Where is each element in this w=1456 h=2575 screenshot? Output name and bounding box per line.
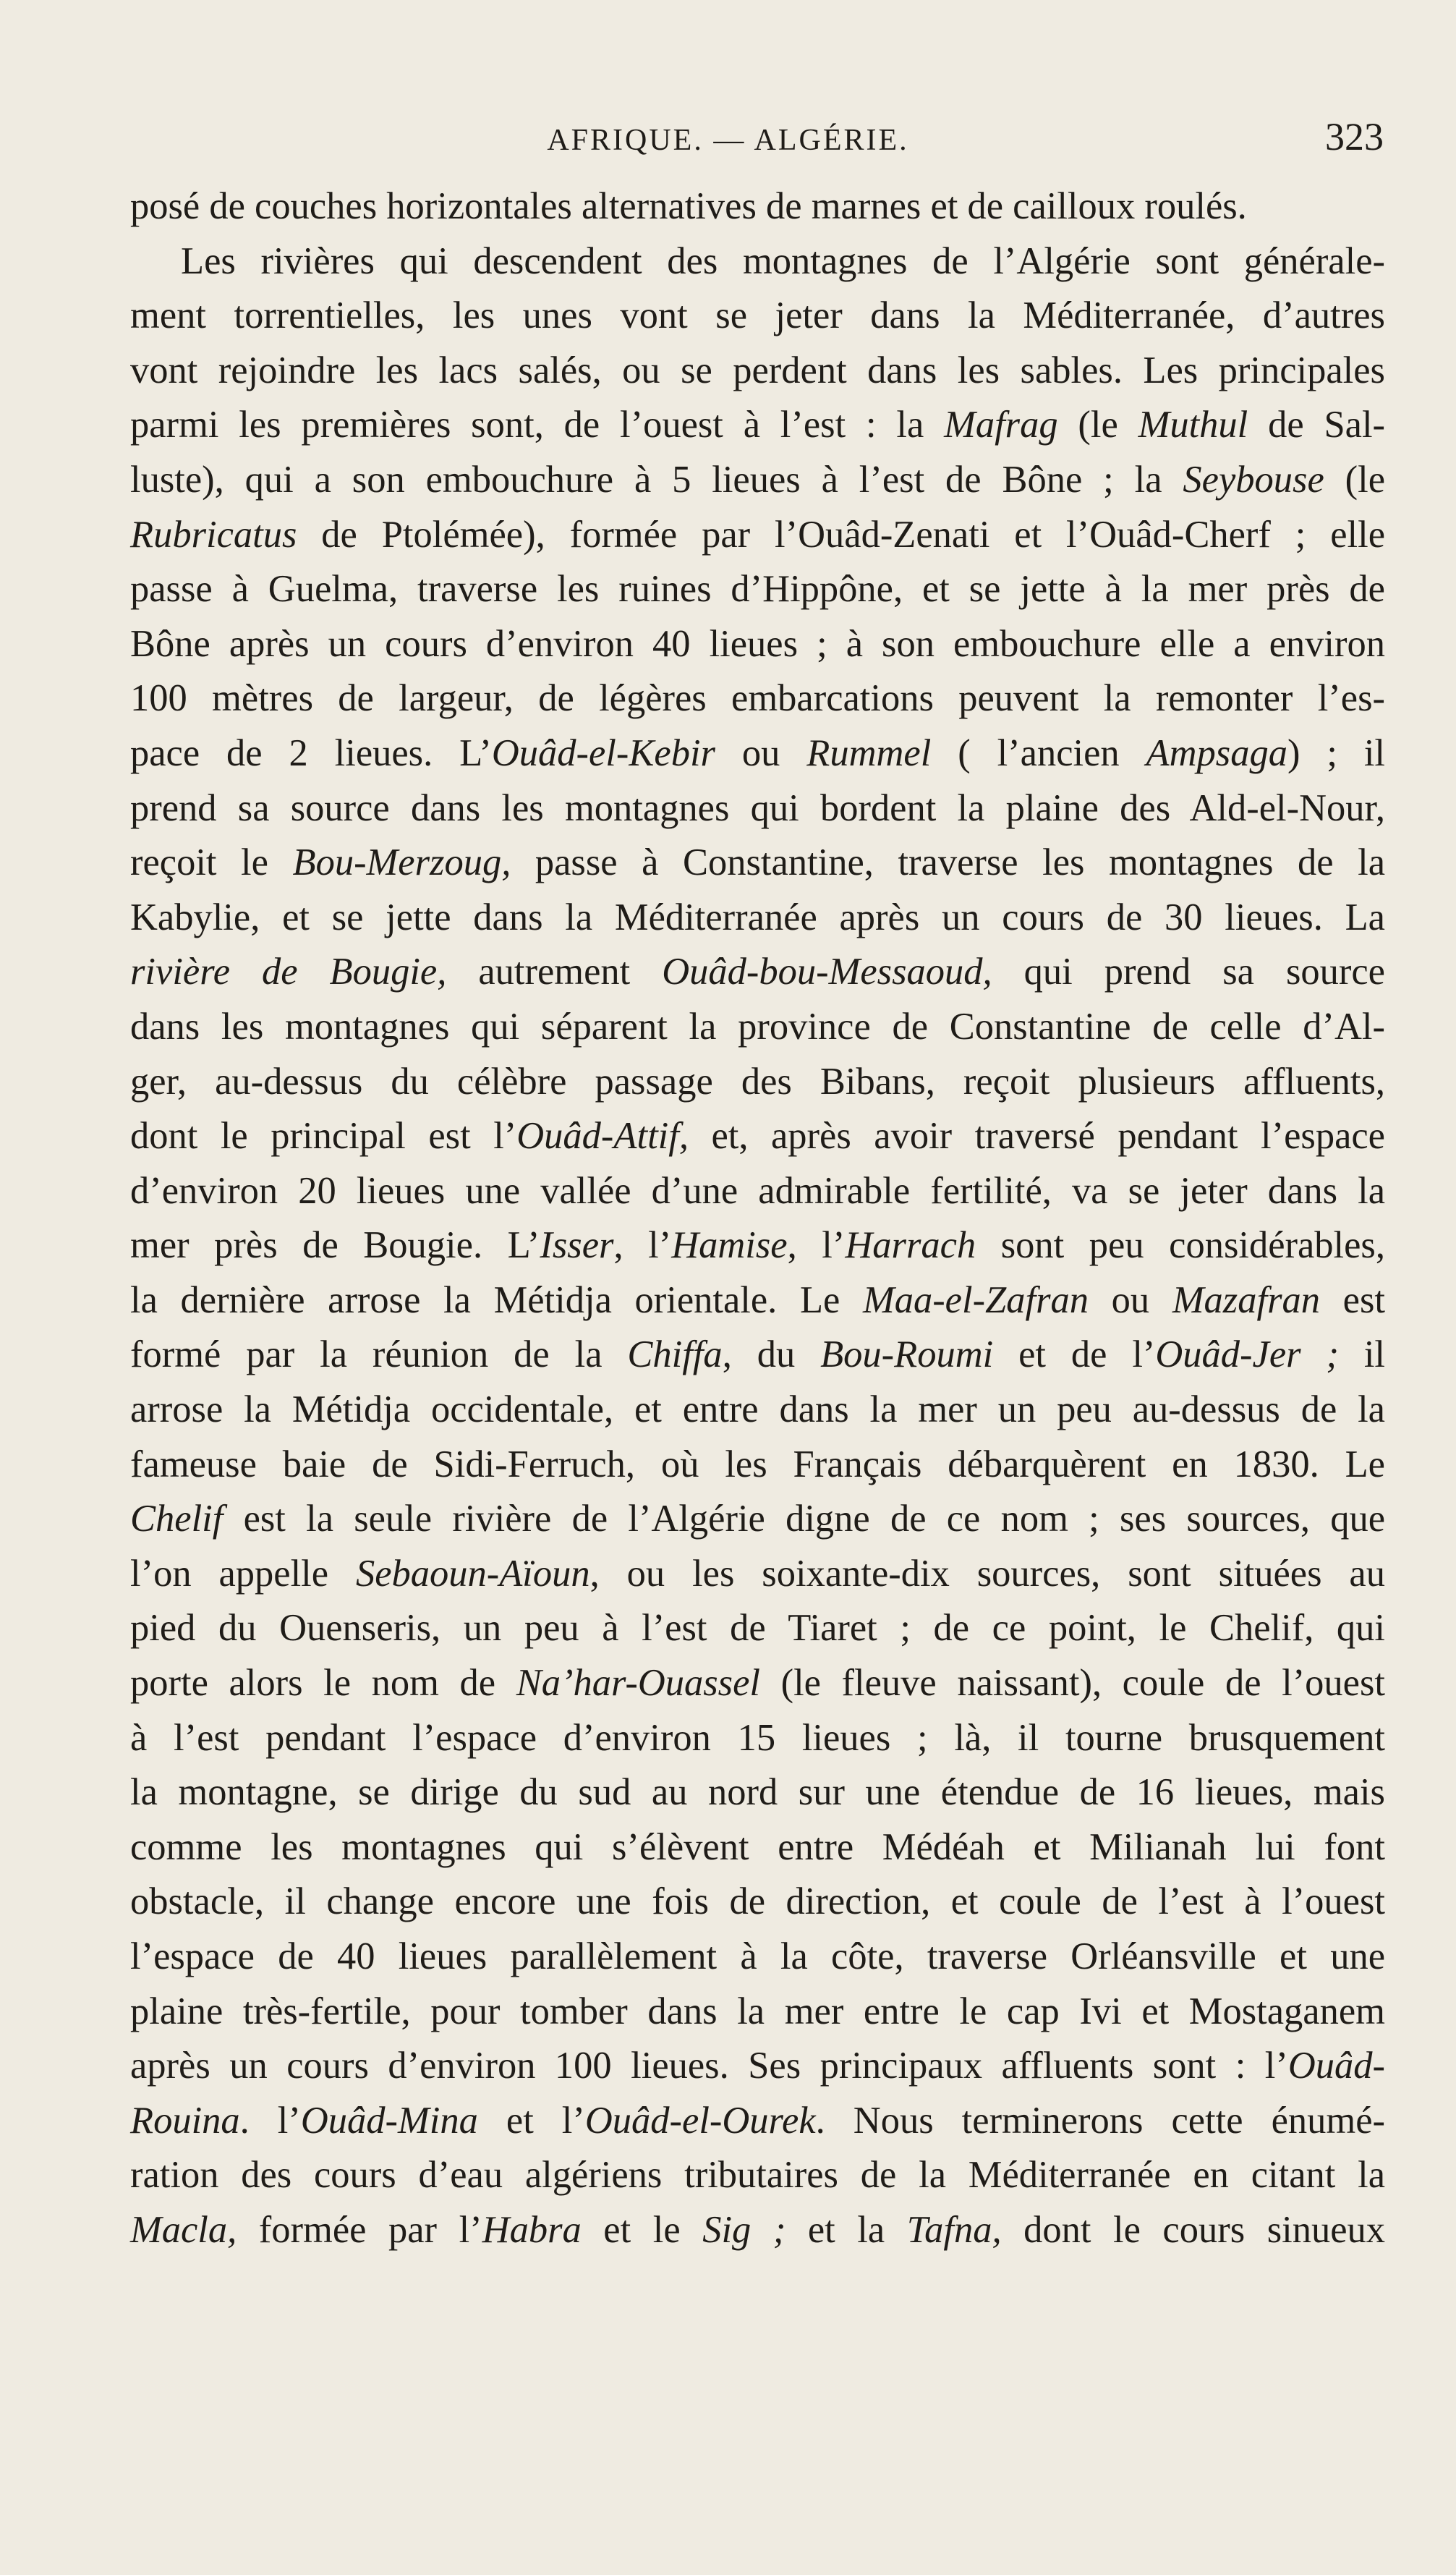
text-line: [130, 398, 1385, 453]
text-segment: et de l’: [993, 1333, 1156, 1376]
text-segment: à l’est pendant l’espace d’environ 15 lieues ; là, il tourne brusquement: [130, 1716, 1385, 1759]
text-segment: pace de 2 lieues. L’: [130, 731, 492, 774]
text-segment: la dernière arrose la Métidja orientale. Le: [130, 1278, 863, 1321]
text-line: [130, 891, 1385, 946]
text-segment: Les rivières qui descendent des montagnes de l’Algérie sont générale-: [181, 239, 1385, 282]
text-segment: dont le principal est l’: [130, 1115, 517, 1158]
italic-term: Bou-Merzoug,: [292, 841, 511, 884]
text-segment: ration des cours d’eau algériens tributaires de la Méditerranée en citant la: [130, 2154, 1385, 2197]
page-number: 323: [1325, 115, 1384, 158]
text-segment: la montagne, se dirige du sud au nord sur une étendue de 16 lieues, mais: [130, 1771, 1385, 1814]
italic-term: Sig ;: [702, 2208, 786, 2251]
text-line: [130, 1328, 1385, 1383]
text-line: [130, 726, 1385, 781]
text-segment: ou: [1089, 1278, 1172, 1321]
italic-term: Chelif: [130, 1498, 223, 1540]
text-segment: , l’: [613, 1224, 672, 1267]
text-line: [130, 1109, 1385, 1164]
text-segment: et la: [786, 2208, 907, 2251]
page-header: [0, 109, 1456, 166]
text-segment: prend sa source dans les montagnes qui bordent la plaine des Ald-el-Nour,: [130, 786, 1385, 829]
text-line: [130, 617, 1385, 672]
text-line: [130, 2203, 1385, 2258]
text-segment: et, après avoir traversé pendant l’espace: [688, 1115, 1385, 1158]
text-segment: après un cours d’environ 100 lieues. Ses principaux affluents sont : l’: [130, 2045, 1288, 2087]
text-line: [130, 2094, 1385, 2149]
text-segment: l’espace de 40 lieues parallèlement à la côte, traverse Orléansville et une: [130, 1935, 1385, 1977]
text-segment: ou: [715, 731, 807, 774]
text-segment: (le fleuve naissant), coule de l’ouest: [759, 1662, 1386, 1705]
italic-term: Macla,: [130, 2208, 237, 2251]
text-segment: parmi les premières sont, de l’ouest à l’est : la: [130, 404, 945, 446]
text-segment: 100 mètres de largeur, de légères embarcations peuvent la remonter l’es-: [130, 677, 1385, 720]
text-line: [130, 836, 1385, 891]
text-segment: pied du Ouenseris, un peu à l’est de Tiaret ; de ce point, le Chelif, qui: [130, 1607, 1385, 1650]
text-line: [130, 1218, 1385, 1273]
text-segment: Kabylie, et se jette dans la Méditerranée après un cours de 30 lieues. La: [130, 896, 1385, 938]
text-line: [130, 1000, 1385, 1055]
italic-term: Ouâd-Attif,: [516, 1115, 689, 1158]
text-line: [130, 234, 1385, 289]
text-line: [130, 1930, 1385, 1985]
text-segment: comme les montagnes qui s’élèvent entre Médéah et Milianah lui font: [130, 1825, 1385, 1868]
text-line: [130, 945, 1385, 1000]
body-text: [130, 179, 1385, 2258]
text-line: [130, 1438, 1385, 1493]
italic-term: Isser: [540, 1224, 614, 1267]
text-segment: autrement: [446, 951, 663, 993]
italic-term: Mafrag: [944, 404, 1058, 446]
text-segment: mer près de Bougie. L’: [130, 1224, 540, 1267]
text-segment: luste), qui a son embouchure à 5 lieues à l’est de Bône ; la: [130, 458, 1183, 501]
italic-term: Rouina: [130, 2099, 240, 2142]
italic-term: Ouâd-el-Kebir: [491, 731, 715, 774]
italic-term: Rummel: [806, 731, 932, 774]
text-line: [130, 1383, 1385, 1438]
italic-term: Habra: [482, 2208, 582, 2251]
text-segment: et l’: [477, 2099, 585, 2142]
text-segment: obstacle, il change encore une fois de direction, et coule de l’est à l’ouest: [130, 1880, 1385, 1923]
text-line: [130, 1164, 1385, 1219]
text-segment: l’on appelle: [130, 1552, 356, 1595]
text-line: [130, 289, 1385, 344]
text-segment: ) ; il: [1287, 731, 1386, 774]
text-line: [130, 2039, 1385, 2094]
text-segment: (le: [1057, 404, 1138, 446]
text-segment: formée par l’: [237, 2208, 482, 2251]
italic-term: Bou-Roumi: [820, 1333, 994, 1376]
text-segment: ger, au-dessus du célèbre passage des Bibans, reçoit plusieurs affluents,: [130, 1060, 1385, 1103]
text-segment: formé par la réunion de la: [130, 1333, 628, 1376]
text-line: [130, 1492, 1385, 1547]
text-segment: , l’: [787, 1224, 846, 1267]
italic-term: Na’har-Ouassel: [516, 1662, 760, 1705]
text-line: [130, 1875, 1385, 1930]
italic-term: Seybouse: [1183, 458, 1324, 501]
text-segment: d’environ 20 lieues une vallée d’une admirable fertilité, va se jeter dans la: [130, 1169, 1385, 1212]
text-line: [130, 1601, 1385, 1656]
text-segment: . Nous terminerons cette énumé-: [815, 2099, 1385, 2142]
text-segment: ( l’ancien: [931, 731, 1146, 774]
text-segment: qui prend sa source: [992, 951, 1385, 993]
text-line: [130, 453, 1385, 508]
text-line: [130, 1820, 1385, 1875]
text-segment: de Sal-: [1248, 404, 1386, 446]
text-segment: fameuse baie de Sidi-Ferruch, où les Français débarquèrent en 1830. Le: [130, 1443, 1385, 1485]
text-segment: arrose la Métidja occidentale, et entre dans la mer un peu au-dessus de la: [130, 1388, 1385, 1431]
text-line: [130, 508, 1385, 563]
text-line: [130, 344, 1385, 399]
italic-term: Tafna,: [906, 2208, 1002, 2251]
text-segment: dont le cours sinueux: [1001, 2208, 1386, 2251]
italic-term: Chiffa: [627, 1333, 723, 1376]
text-segment: . l’: [239, 2099, 301, 2142]
text-line: [130, 781, 1385, 836]
italic-term: Sebaoun-Aïoun: [355, 1552, 590, 1595]
text-line: [130, 1985, 1385, 2040]
italic-term: Ouâd-Mina: [300, 2099, 478, 2142]
text-segment: est la seule rivière de l’Algérie digne de ce nom ; ses sources, que: [223, 1498, 1385, 1540]
italic-term: Ouâd-: [1287, 2045, 1385, 2087]
text-line: [130, 1547, 1385, 1602]
text-segment: plaine très-fertile, pour tomber dans la mer entre le cap Ivi et Mostaganem: [130, 1990, 1385, 2032]
italic-term: Ouâd-el-Ourek: [584, 2099, 816, 2142]
text-line: [130, 1273, 1385, 1328]
text-segment: dans les montagnes qui séparent la province de Constantine de celle d’Al-: [130, 1005, 1385, 1048]
text-line: [130, 671, 1385, 726]
text-segment: (le: [1324, 458, 1385, 501]
italic-term: rivière de Bougie,: [130, 951, 447, 993]
text-line: [130, 179, 1385, 234]
italic-term: Ouâd-bou-Messaoud,: [662, 951, 992, 993]
text-segment: il: [1338, 1333, 1386, 1376]
text-segment: de Ptolémée), formée par l’Ouâd-Zenati et l’Ouâd-Cherf ; elle: [297, 513, 1385, 556]
text-segment: vont rejoindre les lacs salés, ou se perdent dans les sables. Les principales: [130, 349, 1385, 391]
italic-term: Mazafran: [1172, 1278, 1321, 1321]
text-line: [130, 1656, 1385, 1711]
text-segment: passe à Guelma, traverse les ruines d’Hippône, et se jette à la mer près de: [130, 568, 1385, 611]
italic-term: Muthul: [1138, 404, 1248, 446]
italic-term: Hamise: [671, 1224, 788, 1267]
text-segment: , du: [722, 1333, 821, 1376]
text-line: [130, 562, 1385, 617]
text-line: [130, 1055, 1385, 1110]
italic-term: Ampsaga: [1146, 731, 1287, 774]
text-segment: posé de couches horizontales alternatives de marnes et de cailloux roulés.: [130, 185, 1247, 227]
italic-term: Harrach: [845, 1224, 976, 1267]
text-segment: passe à Constantine, traverse les montagnes de la: [511, 841, 1385, 884]
text-segment: ment torrentielles, les unes vont se jeter dans la Méditerranée, d’autres: [130, 294, 1385, 337]
text-line: [130, 1711, 1385, 1766]
text-segment: est: [1320, 1278, 1385, 1321]
text-line: [130, 1765, 1385, 1820]
text-segment: porte alors le nom de: [130, 1662, 516, 1705]
italic-term: Maa-el-Zafran: [862, 1278, 1089, 1321]
text-segment: et le: [581, 2208, 703, 2251]
text-segment: Bône après un cours d’environ 40 lieues ; à son embouchure elle a environ: [130, 622, 1385, 665]
italic-term: Rubricatus: [130, 513, 297, 556]
text-segment: sont peu considérables,: [976, 1224, 1385, 1267]
running-head: AFRIQUE. — ALGÉRIE.: [547, 124, 909, 157]
text-segment: , ou les soixante-dix sources, sont situées au: [589, 1552, 1385, 1595]
text-segment: reçoit le: [130, 841, 293, 884]
text-line: [130, 2148, 1385, 2203]
italic-term: Ouâd-Jer ;: [1155, 1333, 1339, 1376]
